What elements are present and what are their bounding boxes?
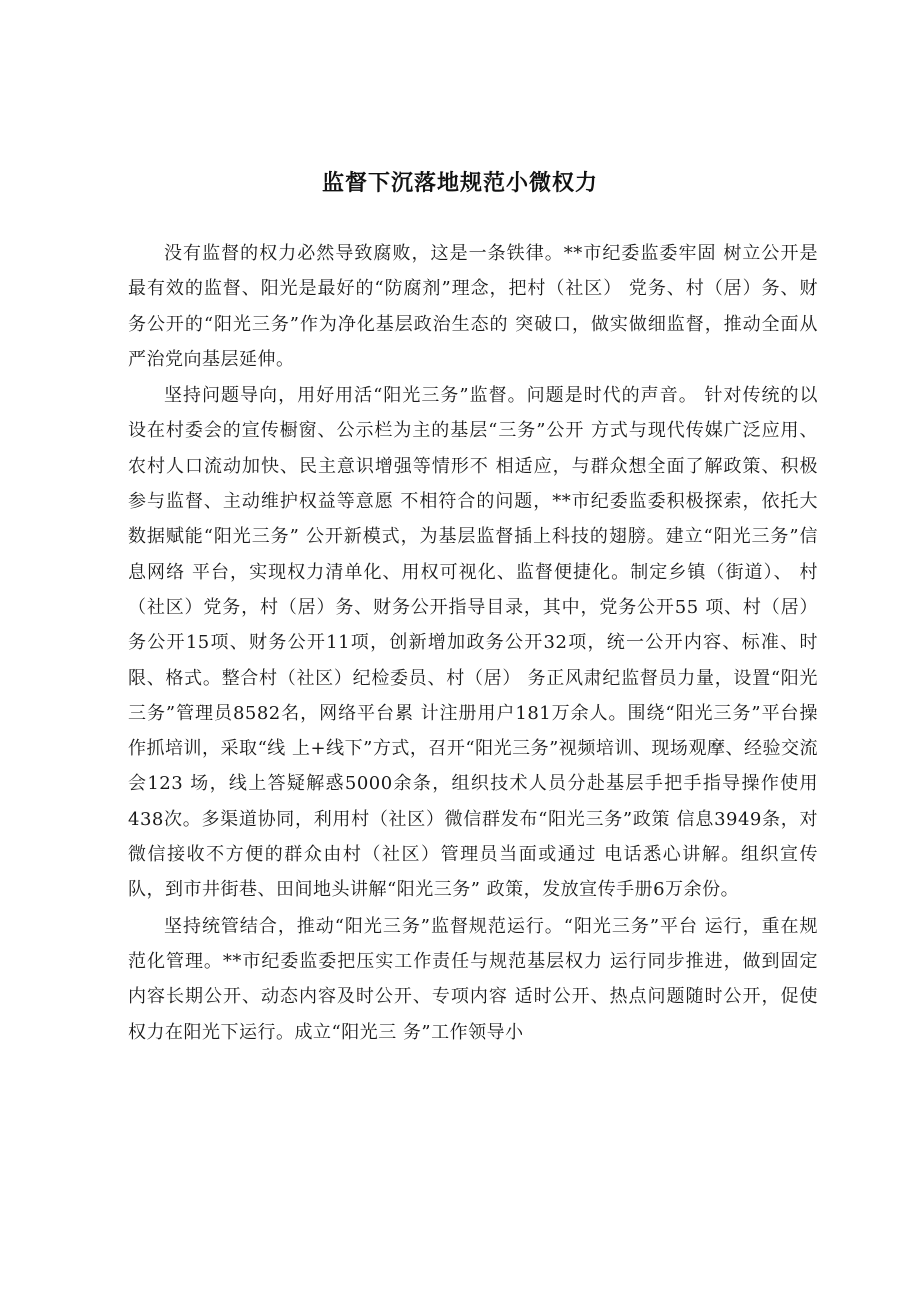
- document-body: [128, 236, 818, 1050]
- paragraph-management: 坚持统管结合，推动“阳光三务”监督规范运行。“阳光三务”平台 运行，重在规范化管理。**市纪委监委把压实工作责任与规范基层权力 运行同步推进，做到固定内容长期公开、动态内容及时公开、专项内容 适时公开、热点问题随时公开，促使权力在阳光下运行。成立“阳光三 务”工作领导小: [128, 915, 818, 1043]
- paragraph-problem-oriented: 坚持问题导向，用好用活“阳光三务”监督。问题是时代的声音。 针对传统的以设在村委会的宣传橱窗、公示栏为主的基层“三务”公开 方式与现代传媒广泛应用、农村人口流动加快、民主意识增强等情形不 相适应，与群众想全面了解政策、积极参与监督、主动维护权益等意愿 不相符合的问题，**市纪委监委积极探索，依托大数据赋能“阳光三务” 公开新模式，为基层监督插上科技的翅膀。建立“阳光三务”信息网络 平台，实现权力清单化、用权可视化、监督便捷化。制定乡镇（街道）、 村（社区）党务，村（居）务、财务公开指导目录，其中，党务公开55 项、村（居）务公开15项、财务公开11项，创新增加政务公开32项，统一公开内容、标准、时限、格式。整合村（社区）纪检委员、村（居） 务正风肃纪监督员力量，设置“阳光三务”管理员8582名，网络平台累 计注册用户181万余人。围绕“阳光三务”平台操作抓培训，采取“线 上+线下”方式，召开“阳光三务”视频培训、现场观摩、经验交流会123 场，线上答疑解惑5000余条，组织技术人员分赴基层手把手指导操作使用438次。多渠道协同，利用村（社区）微信群发布“阳光三务”政策 信息3949条，对微信接收不方便的群众由村（社区）管理员当面或通过 电话悉心讲解。组织宣传队，到市井街巷、田间地头讲解“阳光三务” 政策，发放宣传手册6万余份。: [128, 385, 818, 901]
- document-title: 监督下沉落地规范小微权力: [321, 171, 598, 196]
- paragraph-intro: 没有监督的权力必然导致腐败，这是一条铁律。**市纪委监委牢固 树立公开是最有效的监督、阳光是最好的“防腐剂”理念，把村（社区） 党务、村（居）务、财务公开的“阳光三务”作为净化基层政治生态的 突破口，做实做细监督，推动全面从严治党向基层延伸。: [128, 243, 818, 370]
